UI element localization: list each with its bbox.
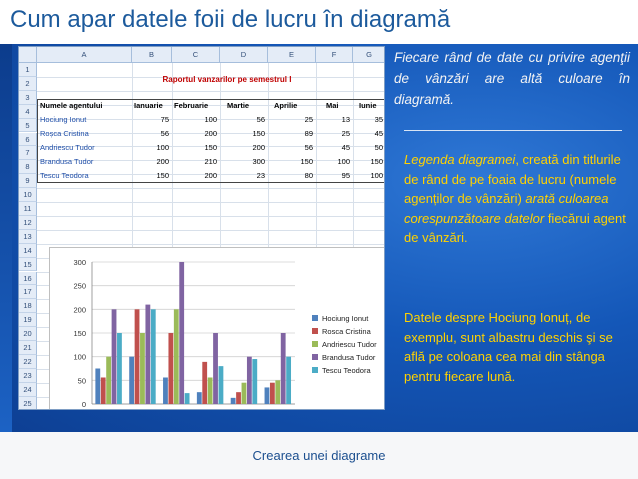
row-header: 1 [19,63,37,77]
value-cell: 300 [252,156,265,166]
y-tick-label: 50 [77,376,86,386]
chart-canvas [50,248,385,410]
row-header: 5 [19,119,37,133]
panel-accent-strip [0,44,12,432]
bar-rosca-cristina [101,377,106,404]
agent-name-cell: Roșca Cristina [40,128,89,138]
x-tick-label [90,409,117,410]
legend-note-emphasis: arată culoarea corespunzătoare datelor [404,191,609,226]
y-tick-label: 250 [73,281,86,291]
column-header: E [268,47,316,63]
bar-tescu-teodora [219,366,224,404]
row-header: 9 [19,174,37,188]
row-header: 7 [19,146,37,160]
grid-line [37,230,385,231]
value-cell: 200 [204,128,217,138]
column-header: A [37,47,132,63]
legend-label: Brandusa Tudor [322,353,376,362]
slide-title: Cum apar datele foii de lucru în diagramă [10,6,451,33]
row-header: 23 [19,369,37,383]
row-header: 11 [19,202,37,216]
legend-note-end: fiecărui agent de vânzări. [404,210,626,245]
legend-label: Hociung Ionut [322,314,369,323]
value-cell: 200 [252,142,265,152]
value-cell: 75 [160,115,169,124]
legend-note-text: , creată din titlurile de rând de pe foaia de lucru (numele agenților de vânzări) [404,152,621,206]
column-header: G [353,47,385,63]
agent-name-cell: Andriescu Tudor [40,142,95,152]
value-cell: 100 [156,142,169,152]
bar-andriescu-tudor [174,309,179,404]
row-header: 4 [19,105,37,119]
bar-tescu-teodora [151,309,156,404]
bar-andriescu-tudor [106,357,111,404]
bar-andriescu-tudor [242,383,247,404]
legend-note [404,150,629,248]
bar-brandusa-tudor [179,262,184,404]
value-cell: 150 [156,170,169,180]
bar-brandusa-tudor [145,305,150,404]
row-header: 22 [19,355,37,369]
row-header: 3 [19,91,37,105]
bar-rosca-cristina [135,309,140,404]
bar-hociung-ionut [231,398,236,404]
value-cell: 25 [304,115,313,124]
grid-line [37,202,385,203]
legend-swatch [312,341,318,347]
row-header: 20 [19,327,37,341]
row-header: 15 [19,258,37,272]
bar-tescu-teodora [286,357,291,404]
grid-line [37,244,385,245]
value-cell: 23 [256,170,265,180]
column-header: C [172,47,220,63]
value-cell: 150 [370,156,383,166]
header-cell: Ianuarie [134,101,163,110]
legend-swatch [312,315,318,321]
row-header: 2 [19,77,37,91]
value-cell: 89 [304,128,313,138]
grid-line [37,91,385,92]
row-header: 10 [19,188,37,202]
select-all-corner [19,47,37,63]
bar-brandusa-tudor [281,333,286,404]
bar-tescu-teodora [185,393,190,404]
value-cell: 100 [370,170,383,180]
row-header: 6 [19,133,37,147]
value-cell: 100 [204,115,217,124]
legend-swatch [312,328,318,334]
value-cell: 95 [341,170,350,180]
header-cell: Februarie [174,101,209,110]
column-headers [19,47,385,63]
separator-line [404,130,622,131]
column-header: D [220,47,268,63]
row-header: 21 [19,341,37,355]
value-cell: 56 [304,142,313,152]
value-cell: 13 [341,115,350,124]
bar-rosca-cristina [270,383,275,404]
value-cell: 56 [256,115,265,124]
bar-hociung-ionut [265,387,270,404]
legend-swatch [312,354,318,360]
y-tick-label: 300 [73,258,86,267]
grid-line [37,188,385,189]
table-title: Raportul vanzarilor pe semestrul I [162,75,292,84]
bar-tescu-teodora [252,359,257,404]
x-tick-label [162,409,184,410]
value-cell: 45 [341,142,350,152]
value-cell: 45 [374,128,383,138]
column-chart [49,247,385,410]
value-cell: 56 [160,128,169,138]
bar-andriescu-tudor [275,380,280,404]
bar-hociung-ionut [197,392,202,404]
bar-andriescu-tudor [208,377,213,404]
legend-swatch [312,367,318,373]
y-tick-label: 200 [73,305,86,315]
legend-label: Rosca Cristina [322,327,371,336]
bar-brandusa-tudor [247,357,252,404]
example-note: Datele despre Hociung Ionuț, de exemplu, sunt albastru deschis şi se află pe coloana cea mai din stânga pentru fiecare lună. [404,310,613,384]
header-cell: Numele agentului [40,101,103,110]
value-cell: 25 [341,128,350,138]
header-cell: Iunie [359,101,377,110]
y-tick-label: 150 [73,329,86,338]
x-tick-label [120,409,150,410]
column-header: F [316,47,353,63]
legend-note-term: Legenda diagramei [404,152,516,167]
column-header: B [132,47,172,63]
row-header: 18 [19,299,37,313]
header-cell: Mai [326,101,339,110]
value-cell: 35 [374,115,383,124]
bar-hociung-ionut [95,369,100,405]
header-cell: Aprilie [274,101,298,110]
legend-label: Tescu Teodora [322,366,371,375]
agent-name-cell: Tescu Teodora [40,170,89,180]
grid-line [37,216,385,217]
bar-andriescu-tudor [140,333,145,404]
header-cell: Martie [227,101,250,110]
bar-tescu-teodora [117,333,122,404]
value-cell: 150 [252,128,265,138]
row-header: 17 [19,285,37,299]
y-tick-label: 100 [73,352,86,362]
bar-rosca-cristina [202,362,207,404]
value-cell: 80 [304,170,313,180]
row-header: 13 [19,230,37,244]
value-cell: 200 [204,170,217,180]
row-header: 24 [19,383,37,397]
bar-hociung-ionut [163,377,168,404]
row-header: 19 [19,313,37,327]
row-header: 14 [19,244,37,258]
bar-hociung-ionut [129,357,134,404]
row-header: 8 [19,160,37,174]
value-cell: 200 [156,156,169,166]
bar-rosca-cristina [236,392,241,404]
worksheet-screenshot [18,46,385,410]
value-cell: 50 [374,142,383,152]
row-header: 16 [19,272,37,286]
x-tick-label [236,408,251,410]
agent-name-cell: Hociung Ionut [40,115,87,124]
row-header: 12 [19,216,37,230]
x-tick-label [267,409,285,410]
bar-brandusa-tudor [112,309,117,404]
value-cell: 150 [204,142,217,152]
bar-rosca-cristina [168,333,173,404]
y-tick-label: 0 [81,400,86,409]
value-cell: 210 [204,156,217,166]
row-header: 25 [19,397,37,410]
value-cell: 150 [300,156,313,166]
x-tick-label [196,409,218,410]
agent-name-cell: Brandusa Tudor [40,156,94,166]
value-cell: 100 [337,156,350,166]
legend-label: Andriescu Tudor [322,340,377,349]
footer-title: Crearea unei diagrame [252,448,386,463]
bar-brandusa-tudor [213,333,218,404]
intro-note: Fiecare rând de date cu privire agenţii de vânzări are altă culoare în diagramă. [394,50,630,107]
